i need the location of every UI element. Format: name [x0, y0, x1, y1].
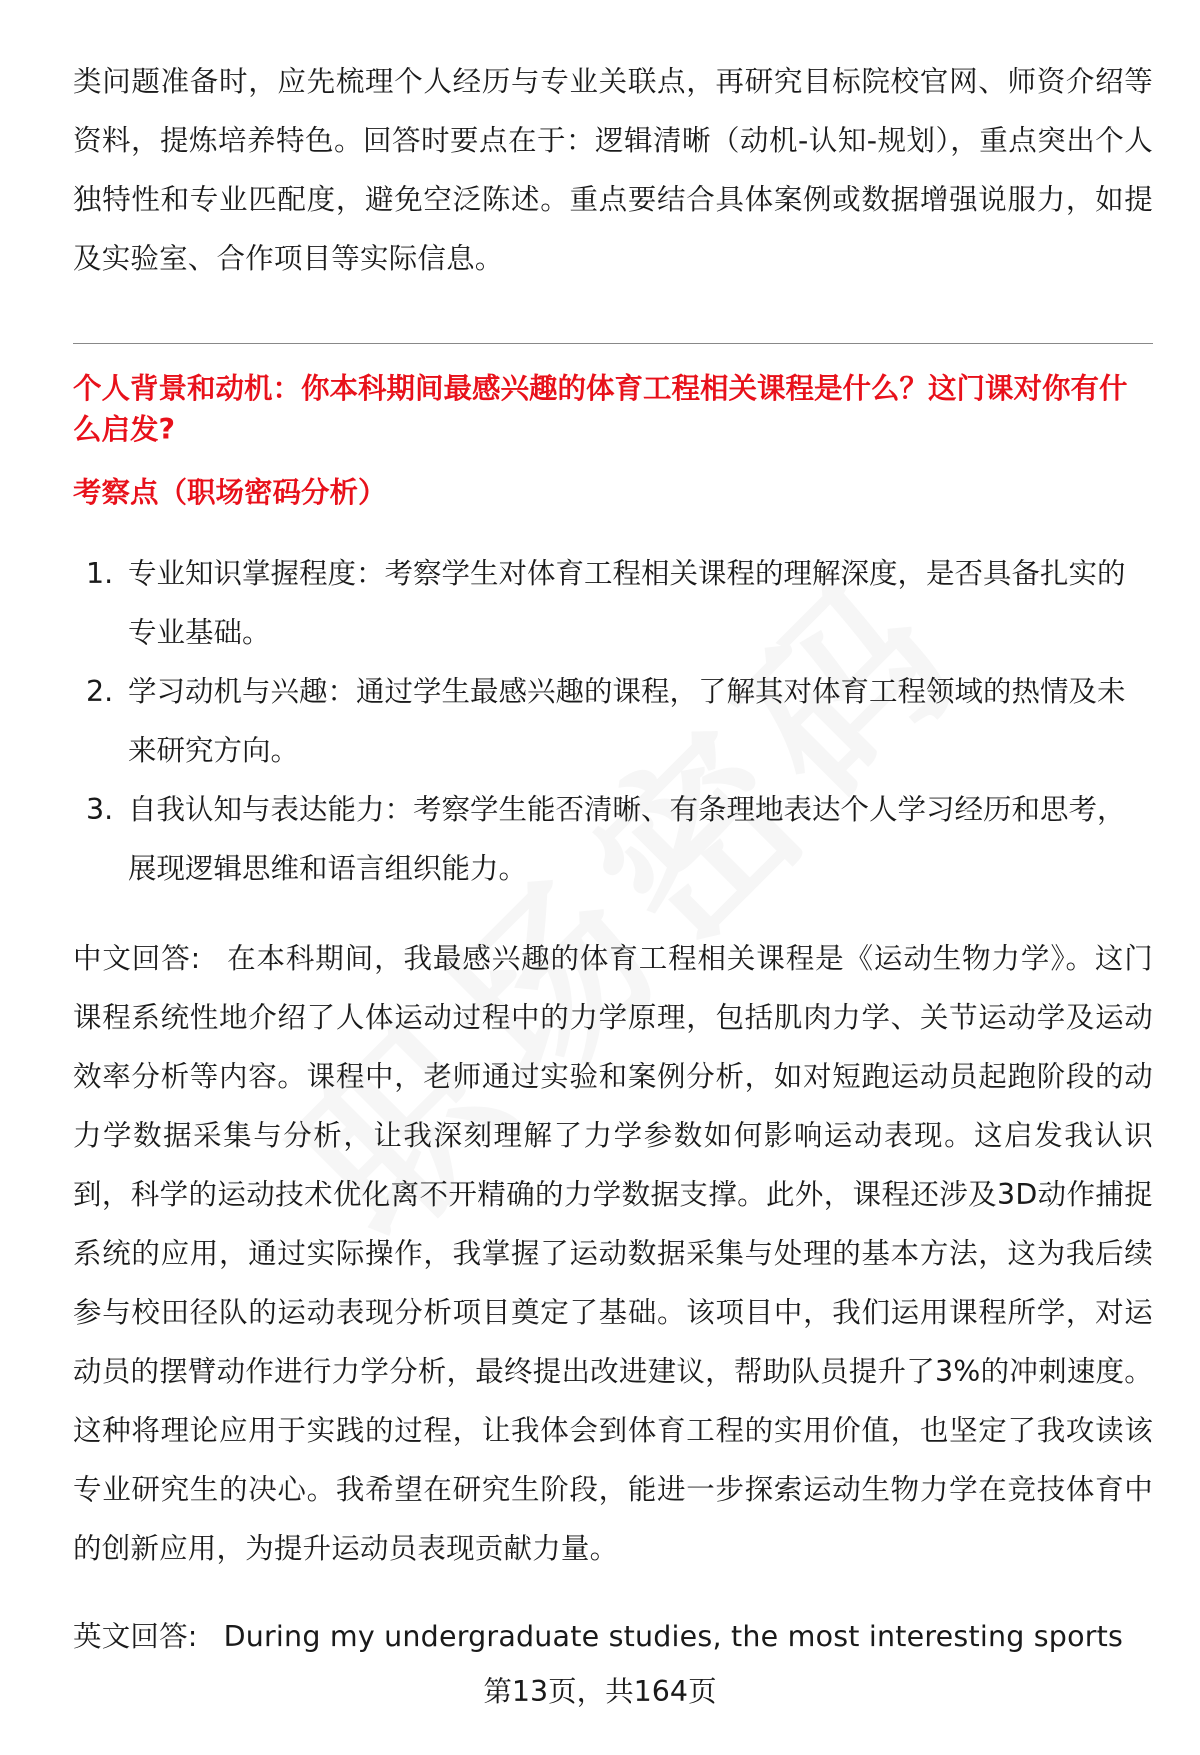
chinese-answer-label: 中文回答: [73, 942, 201, 975]
list-item-text: 学习动机与兴趣：通过学生最感兴趣的课程，了解其对体育工程领域的热情及未来研究方向。 [128, 675, 1126, 767]
chinese-answer [73, 929, 1153, 1578]
list-item-number: 2. [86, 675, 114, 708]
list-item [73, 662, 1153, 780]
interview-question: 个人背景和动机：你本科期间最感兴趣的体育工程相关课程是什么？这门课对你有什么启发? [73, 372, 1128, 446]
page-number-footer: 第13页，共164页 [483, 1675, 717, 1708]
assessment-points-heading: 考察点（职场密码分析） [73, 476, 387, 509]
list-item-text: 自我认知与表达能力：考察学生能否清晰、有条理地表达个人学习经历和思考，展现逻辑思维和语言组织能力。 [128, 793, 1126, 885]
section-divider [73, 343, 1153, 344]
english-answer [73, 1607, 1153, 1666]
intro-paragraph: 类问题准备时，应先梳理个人经历与专业关联点，再研究目标院校官网、师资介绍等资料，提炼培养特色。回答时要点在于：逻辑清晰（动机-认知-规划），重点突出个人独特性和专业匹配度，避免空泛陈述。重点要结合具体案例或数据增强说服力，如提及实验室、合作项目等实际信息。 [73, 65, 1153, 275]
list-item-number: 3. [86, 793, 114, 826]
list-item-text: 专业知识掌握程度：考察学生对体育工程相关课程的理解深度，是否具备扎实的专业基础。 [128, 557, 1126, 649]
chinese-answer-text: 在本科期间，我最感兴趣的体育工程相关课程是《运动生物力学》。这门课程系统性地介绍了人体运动过程中的力学原理，包括肌肉力学、关节运动学及运动效率分析等内容。课程中，老师通过实验和案例分析，如对短跑运动员起跑阶段的动力学数据采集与分析，让我深刻理解了力学参数如何影响运动表现。这启发我认识到，科学的运动技术优化离不开精确的力学数据支撑。此外，课程还涉及3D动作捕捉系统的应用，通过实际操作，我掌握了运动数据采集与处理的基本方法，这为我后续参与校田径队的运动表现分析项目奠定了基础。该项目中，我们运用课程所学，对运动员的摆臂动作进行力学分析，最终提出改进建议，帮助队员提升了3%的冲刺速度。这种将理论应用于实践的过程，让我体会到体育工程的实用价值，也坚定了我攻读该专业研究生的决心。我希望在研究生阶段，能进一步探索运动生物力学在竞技体育中的创新应用，为提升运动员表现贡献力量。 [73, 942, 1153, 1565]
list-item [73, 780, 1153, 898]
english-answer-label: 英文回答: [73, 1620, 198, 1653]
list-item-number: 1. [86, 557, 114, 590]
assessment-points-list [73, 544, 1153, 898]
list-item [73, 544, 1153, 662]
page-content [73, 52, 1153, 1666]
english-answer-text: During my undergraduate studies, the most interesting sports [223, 1620, 1124, 1653]
